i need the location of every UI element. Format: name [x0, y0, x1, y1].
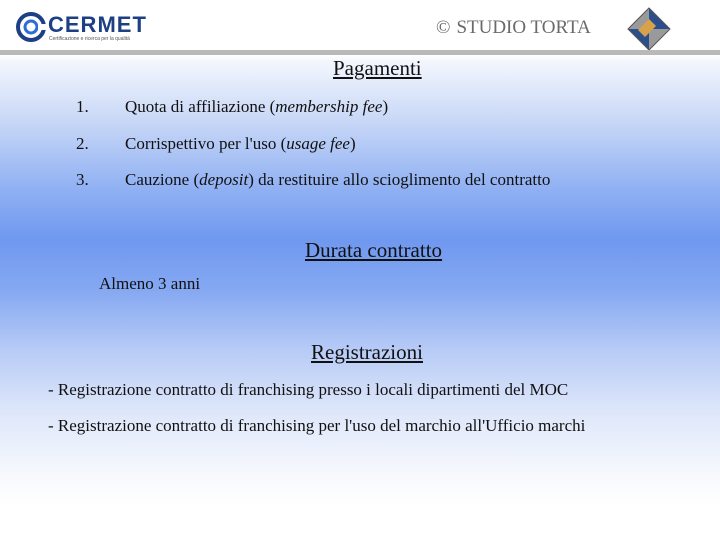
cermet-logo — [16, 10, 146, 44]
logo-text: CERMET — [48, 12, 147, 37]
payment-item-2-number: 2. — [76, 134, 89, 153]
duration-text: Almeno 3 anni — [99, 274, 201, 293]
payment-item-3-text: Cauzione (deposit) da restituire allo scioglimento del contratto — [125, 170, 551, 189]
copyright-notice — [436, 17, 591, 39]
header-divider — [0, 50, 720, 55]
payment-item-1-number: 1. — [76, 97, 89, 116]
payments-title: Pagamenti — [333, 56, 422, 80]
registration-line-1: - Registrazione contratto di franchising presso i locali dipartimenti del MOC — [48, 380, 569, 399]
copyright-owner: STUDIO TORTA — [456, 17, 591, 38]
studio-torta-diamond-icon — [626, 6, 672, 52]
registrations-title: Registrazioni — [311, 340, 423, 364]
logo-tagline: Certificazione e ricerca per la qualità — [49, 36, 130, 42]
payment-item-1-text: Quota di affiliazione (membership fee) — [125, 97, 389, 116]
copyright-icon: © — [436, 17, 451, 38]
duration-title: Durata contratto — [305, 238, 443, 262]
payment-item-2-text: Corrispettivo per l'uso (usage fee) — [125, 134, 356, 153]
cermet-emblem-icon — [16, 12, 46, 42]
payment-item-3-number: 3. — [76, 170, 89, 189]
registration-line-2: - Registrazione contratto di franchising per l'uso del marchio all'Ufficio marchi — [48, 416, 586, 435]
